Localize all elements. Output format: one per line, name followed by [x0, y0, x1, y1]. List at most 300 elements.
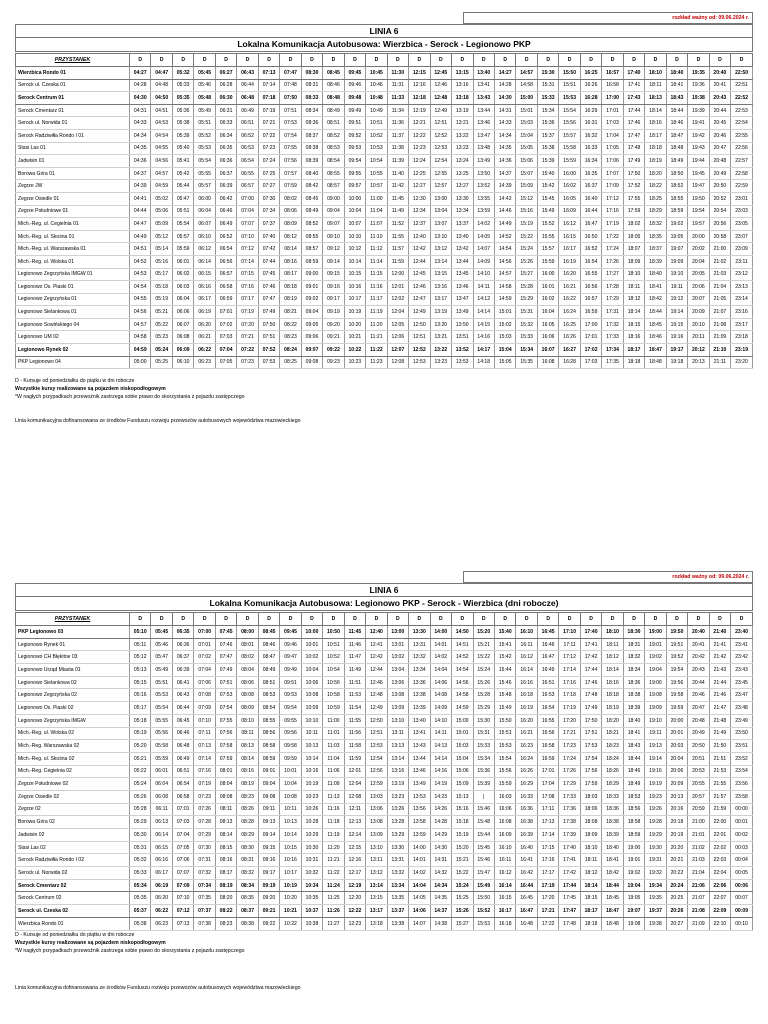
departure-time: 10:20: [344, 318, 365, 331]
departure-time: 13:36: [409, 676, 430, 689]
departure-time: 11:59: [344, 752, 365, 765]
departure-time: 07:00: [194, 626, 215, 639]
departure-time: 13:19: [387, 778, 408, 791]
departure-time: 13:04: [387, 664, 408, 677]
day-code-header: D: [645, 54, 666, 67]
departure-time: 20:11: [688, 331, 709, 344]
departure-time: 10:53: [366, 142, 387, 155]
departure-time: 14:08: [430, 689, 451, 702]
departure-time: 10:11: [301, 727, 322, 740]
day-code-header: D: [602, 613, 623, 626]
departure-time: 23:19: [731, 344, 753, 357]
departure-time: 10:26: [301, 803, 322, 816]
departure-time: 05:09: [151, 218, 172, 231]
departure-time: 14:09: [473, 255, 494, 268]
departure-time: 14:19: [430, 778, 451, 791]
stop-name: PKP Legionowo 03: [16, 626, 130, 639]
departure-time: 11:39: [387, 155, 408, 168]
departure-time: 13:30: [452, 192, 473, 205]
day-code-header: D: [237, 54, 258, 67]
departure-time: 17:20: [537, 892, 558, 905]
departure-time: 13:59: [409, 829, 430, 842]
departure-time: 16:26: [580, 79, 601, 92]
departure-time: 10:21: [280, 905, 301, 918]
day-code-header: D: [323, 54, 344, 67]
departure-time: 05:18: [151, 281, 172, 294]
day-code-header: D: [709, 613, 730, 626]
departure-time: 19:28: [645, 816, 666, 829]
departure-time: 13:32: [409, 651, 430, 664]
departure-time: 13:51: [452, 331, 473, 344]
departure-time: 07:45: [215, 626, 236, 639]
departure-time: 11:20: [366, 318, 387, 331]
departure-time: 18:18: [602, 689, 623, 702]
departure-time: 16:25: [559, 318, 580, 331]
departure-time: 06:56: [215, 255, 236, 268]
departure-time: 11:00: [323, 714, 344, 727]
table-row: [16, 905, 753, 918]
departure-time: 10:00: [301, 626, 322, 639]
departure-time: 17:52: [623, 180, 644, 193]
departure-time: 18:43: [623, 740, 644, 753]
departure-time: 20:09: [688, 306, 709, 319]
departure-time: 12:23: [409, 142, 430, 155]
departure-time: 17:09: [602, 180, 623, 193]
departure-time: 21:01: [688, 829, 709, 842]
day-code-header: D: [537, 613, 558, 626]
departure-time: 08:17: [215, 867, 236, 880]
departure-time: 09:07: [301, 344, 322, 357]
departure-time: 18:11: [645, 79, 666, 92]
departure-time: 07:28: [194, 816, 215, 829]
departure-time: 23:54: [731, 765, 753, 778]
departure-time: 08:59: [301, 255, 322, 268]
departure-time: 05:28: [130, 803, 151, 816]
departure-time: 09:17: [258, 867, 279, 880]
departure-time: 18:18: [623, 356, 644, 369]
departure-time: 14:01: [430, 638, 451, 651]
departure-time: 19:47: [688, 180, 709, 193]
departure-time: 07:55: [215, 714, 236, 727]
departure-time: 14:52: [452, 651, 473, 664]
departure-time: 16:59: [537, 752, 558, 765]
departure-time: 00:09: [731, 905, 753, 918]
departure-time: 14:16: [430, 765, 451, 778]
departure-time: 15:22: [516, 230, 537, 243]
day-code-header: D: [731, 54, 753, 67]
departure-time: 13:28: [387, 816, 408, 829]
day-code-header: D: [301, 54, 322, 67]
departure-time: 10:50: [323, 626, 344, 639]
departure-time: 16:39: [516, 829, 537, 842]
departure-time: 12:42: [366, 651, 387, 664]
departure-time: 05:11: [130, 638, 151, 651]
departure-time: 22:07: [709, 892, 730, 905]
departure-time: 06:21: [194, 331, 215, 344]
departure-time: 18:59: [666, 205, 687, 218]
departure-time: 14:02: [473, 218, 494, 231]
departure-time: 06:04: [194, 205, 215, 218]
departure-time: 16:21: [559, 281, 580, 294]
departure-time: 08:51: [258, 676, 279, 689]
departure-time: 21:09: [709, 331, 730, 344]
departure-time: 07:19: [194, 778, 215, 791]
departure-time: 14:35: [430, 892, 451, 905]
day-code-header: D: [494, 613, 515, 626]
departure-time: 20:20: [666, 841, 687, 854]
stop-name: Mich.-Reg. ul. Skośna 01: [16, 230, 130, 243]
departure-time: 12:19: [409, 104, 430, 117]
departure-time: 13:53: [452, 356, 473, 369]
departure-time: 17:03: [580, 356, 601, 369]
funding-note: Linia komunikacyjna dofinansowana ze środków Funduszu rozwoju przewozów autobusowych województwa mazowieckiego: [15, 418, 301, 424]
departure-time: 06:36: [215, 155, 236, 168]
departure-time: 08:22: [280, 318, 301, 331]
departure-time: 12:01: [344, 765, 365, 778]
departure-time: 06:54: [215, 243, 236, 256]
departure-time: 10:51: [323, 638, 344, 651]
departure-time: 15:24: [473, 664, 494, 677]
departure-time: 10:45: [366, 67, 387, 80]
departure-time: 06:48: [237, 92, 258, 105]
departure-time: 05:48: [194, 92, 215, 105]
departure-time: 17:19: [537, 879, 558, 892]
departure-time: 20:43: [688, 664, 709, 677]
departure-time: 21:08: [709, 318, 730, 331]
departure-time: 13:41: [409, 727, 430, 740]
departure-time: 21:04: [688, 867, 709, 880]
departure-time: 16:47: [516, 905, 537, 918]
departure-time: 16:11: [516, 638, 537, 651]
departure-time: 09:13: [258, 816, 279, 829]
departure-time: 05:33: [172, 79, 193, 92]
departure-time: 13:49: [409, 778, 430, 791]
departure-time: 18:45: [602, 892, 623, 905]
departure-time: 17:24: [559, 752, 580, 765]
departure-time: 08:54: [258, 702, 279, 715]
departure-time: 11:56: [344, 727, 365, 740]
departure-time: 17:55: [623, 192, 644, 205]
departure-time: 18:46: [645, 331, 666, 344]
departure-time: 07:49: [258, 306, 279, 319]
departure-time: 12:52: [430, 129, 451, 142]
departure-time: 16:05: [559, 192, 580, 205]
departure-time: 20:01: [666, 727, 687, 740]
departure-time: 16:16: [516, 676, 537, 689]
departure-time: 21:00: [709, 243, 730, 256]
departure-time: 11:20: [323, 841, 344, 854]
departure-time: 17:44: [559, 879, 580, 892]
departure-time: 11:21: [323, 854, 344, 867]
departure-time: 20:40: [709, 67, 730, 80]
departure-time: 15:33: [537, 92, 558, 105]
departure-time: 05:38: [130, 917, 151, 930]
departure-time: 17:44: [580, 664, 601, 677]
departure-time: 20:04: [666, 752, 687, 765]
departure-time: 13:34: [387, 879, 408, 892]
departure-time: 18:56: [623, 803, 644, 816]
departure-time: 18:45: [645, 318, 666, 331]
departure-time: 17:46: [580, 676, 601, 689]
departure-time: 19:18: [666, 356, 687, 369]
stop-column-header: PRZYSTANEK: [16, 54, 130, 67]
departure-time: 10:04: [344, 205, 365, 218]
table-row: [16, 281, 753, 294]
departure-time: 08:46: [323, 79, 344, 92]
departure-time: 11:55: [344, 714, 365, 727]
departure-time: 13:23: [387, 790, 408, 803]
departure-time: 14:13: [430, 740, 451, 753]
departure-time: 09:10: [323, 230, 344, 243]
departure-time: 18:59: [623, 829, 644, 842]
departure-time: 18:32: [623, 651, 644, 664]
departure-time: 07:40: [258, 230, 279, 243]
departure-time: 18:05: [623, 230, 644, 243]
departure-time: 21:44: [709, 676, 730, 689]
departure-time: 17:56: [580, 765, 601, 778]
departure-time: 20:54: [709, 205, 730, 218]
departure-time: 09:49: [344, 104, 365, 117]
departure-time: 13:25: [452, 167, 473, 180]
departure-time: 13:44: [409, 752, 430, 765]
departure-time: 07:59: [280, 180, 301, 193]
departure-time: 16:10: [516, 626, 537, 639]
departure-time: 07:47: [258, 293, 279, 306]
departure-time: 13:03: [366, 790, 387, 803]
departure-time: 12:57: [430, 180, 451, 193]
departure-time: 05:22: [151, 318, 172, 331]
departure-time: 07:31: [194, 854, 215, 867]
departure-time: 10:54: [323, 664, 344, 677]
departure-time: 14:35: [494, 142, 515, 155]
stop-column-header: PRZYSTANEK: [16, 613, 130, 626]
departure-time: 06:15: [151, 841, 172, 854]
departure-time: 05:16: [151, 255, 172, 268]
departure-time: 15:01: [516, 104, 537, 117]
departure-time: 11:10: [366, 230, 387, 243]
departure-time: 07:50: [280, 92, 301, 105]
departure-time: 08:00: [237, 626, 258, 639]
departure-time: 13:38: [409, 689, 430, 702]
stop-name: Legionowo Os. Piaski 02: [16, 702, 130, 715]
departure-time: 19:04: [645, 664, 666, 677]
departure-time: 00:02: [731, 829, 753, 842]
departure-time: 13:44: [452, 255, 473, 268]
departure-time: 18:40: [623, 714, 644, 727]
departure-time: 18:40: [645, 268, 666, 281]
departure-time: 09:59: [280, 752, 301, 765]
departure-time: 11:13: [323, 790, 344, 803]
departure-time: 07:02: [194, 651, 215, 664]
departure-time: 13:34: [409, 664, 430, 677]
departure-time: 17:26: [602, 255, 623, 268]
departure-time: 18:14: [645, 104, 666, 117]
departure-time: 05:37: [130, 905, 151, 918]
departure-time: 07:13: [172, 917, 193, 930]
table-row: [16, 917, 753, 930]
stop-name: Serock Radziwiłła Rondo I 01: [16, 129, 130, 142]
departure-time: 14:49: [494, 218, 515, 231]
departure-time: 07:49: [215, 664, 236, 677]
departure-time: 16:00: [559, 167, 580, 180]
departure-time: 05:19: [151, 293, 172, 306]
departure-time: 07:19: [258, 104, 279, 117]
table-row: [16, 778, 753, 791]
departure-time: 23:16: [731, 306, 753, 319]
departure-time: 09:54: [280, 702, 301, 715]
departure-time: 14:10: [473, 268, 494, 281]
departure-time: 20:18: [666, 816, 687, 829]
departure-time: 12:06: [387, 331, 408, 344]
departure-time: 16:47: [537, 651, 558, 664]
departure-time: 08:28: [237, 816, 258, 829]
departure-time: 12:02: [387, 293, 408, 306]
departure-time: 14:07: [473, 243, 494, 256]
departure-time: 09:17: [323, 293, 344, 306]
departure-time: 08:13: [237, 740, 258, 753]
departure-time: 13:30: [387, 841, 408, 854]
departure-time: 10:13: [280, 816, 301, 829]
departure-time: 19:29: [645, 829, 666, 842]
departure-time: |: [473, 790, 494, 803]
departure-time: 10:01: [301, 638, 322, 651]
departure-time: 21:42: [709, 651, 730, 664]
departure-time: 13:29: [387, 829, 408, 842]
departure-time: 10:55: [366, 167, 387, 180]
departure-time: 15:56: [494, 765, 515, 778]
departure-time: 16:12: [516, 651, 537, 664]
departure-time: 22:04: [709, 867, 730, 880]
departure-time: 09:52: [344, 129, 365, 142]
departure-time: 10:07: [344, 218, 365, 231]
departure-time: 09:58: [280, 740, 301, 753]
departure-time: 13:49: [473, 155, 494, 168]
departure-time: 04:27: [130, 67, 151, 80]
departure-time: 14:30: [494, 92, 515, 105]
departure-time: 19:09: [666, 255, 687, 268]
departure-time: 15:03: [494, 331, 515, 344]
departure-time: 17:41: [580, 638, 601, 651]
day-code-header: D: [666, 54, 687, 67]
departure-time: 22:52: [731, 92, 753, 105]
departure-time: 13:00: [430, 192, 451, 205]
departure-time: 18:18: [645, 142, 666, 155]
departure-time: 11:14: [366, 255, 387, 268]
departure-time: 19:12: [666, 293, 687, 306]
departure-time: 18:03: [580, 790, 601, 803]
departure-time: 10:14: [301, 752, 322, 765]
departure-time: 15:31: [473, 727, 494, 740]
departure-time: 16:17: [494, 905, 515, 918]
departure-time: 20:16: [666, 803, 687, 816]
departure-time: 09:56: [280, 727, 301, 740]
departure-time: 19:43: [688, 142, 709, 155]
table-row: [16, 803, 753, 816]
departure-time: 06:11: [151, 803, 172, 816]
departure-time: 10:19: [301, 778, 322, 791]
departure-time: 13:52: [452, 344, 473, 357]
departure-time: 16:11: [494, 854, 515, 867]
departure-time: 07:04: [237, 205, 258, 218]
departure-time: 15:53: [494, 740, 515, 753]
departure-time: 09:05: [301, 318, 322, 331]
departure-time: 10:22: [280, 917, 301, 930]
departure-time: 11:01: [323, 727, 344, 740]
departure-time: 12:50: [409, 318, 430, 331]
departure-time: 11:27: [323, 917, 344, 930]
departure-time: 10:34: [301, 879, 322, 892]
departure-time: 12:15: [409, 67, 430, 80]
departure-time: 18:52: [666, 180, 687, 193]
departure-time: 07:10: [172, 892, 193, 905]
departure-time: 05:59: [151, 752, 172, 765]
departure-time: 15:25: [452, 892, 473, 905]
departure-time: 05:14: [151, 243, 172, 256]
departure-time: 16:56: [537, 727, 558, 740]
departure-time: 12:46: [430, 79, 451, 92]
departure-time: 12:55: [430, 167, 451, 180]
departure-time: 16:33: [516, 790, 537, 803]
departure-time: 11:21: [366, 331, 387, 344]
departure-time: 13:18: [366, 917, 387, 930]
departure-time: 13:44: [473, 104, 494, 117]
stop-name: Mich.-Reg. ul. Wolska 02: [16, 727, 130, 740]
day-code-header: D: [516, 613, 537, 626]
departure-time: 07:14: [237, 255, 258, 268]
departure-time: 15:06: [516, 155, 537, 168]
departure-time: 20:50: [709, 180, 730, 193]
departure-time: 15:28: [516, 281, 537, 294]
departure-time: 20:46: [709, 129, 730, 142]
departure-time: 15:04: [452, 752, 473, 765]
departure-time: 17:35: [602, 356, 623, 369]
departure-time: 08:18: [280, 281, 301, 294]
departure-time: 10:02: [301, 651, 322, 664]
departure-time: 15:34: [473, 752, 494, 765]
departure-time: 18:50: [666, 167, 687, 180]
departure-time: 15:30: [473, 714, 494, 727]
departure-time: 17:49: [623, 155, 644, 168]
departure-time: 12:44: [409, 255, 430, 268]
departure-time: 07:54: [280, 129, 301, 142]
departure-time: 18:10: [580, 841, 601, 854]
departure-time: 12:49: [430, 104, 451, 117]
table-row: [16, 727, 753, 740]
departure-time: 05:23: [151, 331, 172, 344]
table-row: [16, 192, 753, 205]
departure-time: 18:36: [623, 676, 644, 689]
departure-time: 18:53: [623, 790, 644, 803]
departure-time: 08:29: [237, 829, 258, 842]
departure-time: 05:32: [172, 67, 193, 80]
departure-time: 07:24: [258, 155, 279, 168]
stop-name: Mich.-Reg. Cegielnia 02: [16, 765, 130, 778]
departure-time: 04:50: [151, 92, 172, 105]
departure-time: 19:08: [645, 689, 666, 702]
departure-time: 13:08: [366, 816, 387, 829]
departure-time: 06:09: [172, 344, 193, 357]
departure-time: 08:47: [258, 651, 279, 664]
departure-time: 04:44: [130, 205, 151, 218]
departure-time: 08:57: [301, 243, 322, 256]
departure-time: 15:59: [494, 778, 515, 791]
departure-time: 13:45: [452, 268, 473, 281]
departure-time: 07:07: [172, 867, 193, 880]
departure-time: 13:43: [473, 92, 494, 105]
departure-time: 08:16: [215, 854, 236, 867]
departure-time: 06:39: [215, 180, 236, 193]
departure-time: 04:59: [130, 344, 151, 357]
